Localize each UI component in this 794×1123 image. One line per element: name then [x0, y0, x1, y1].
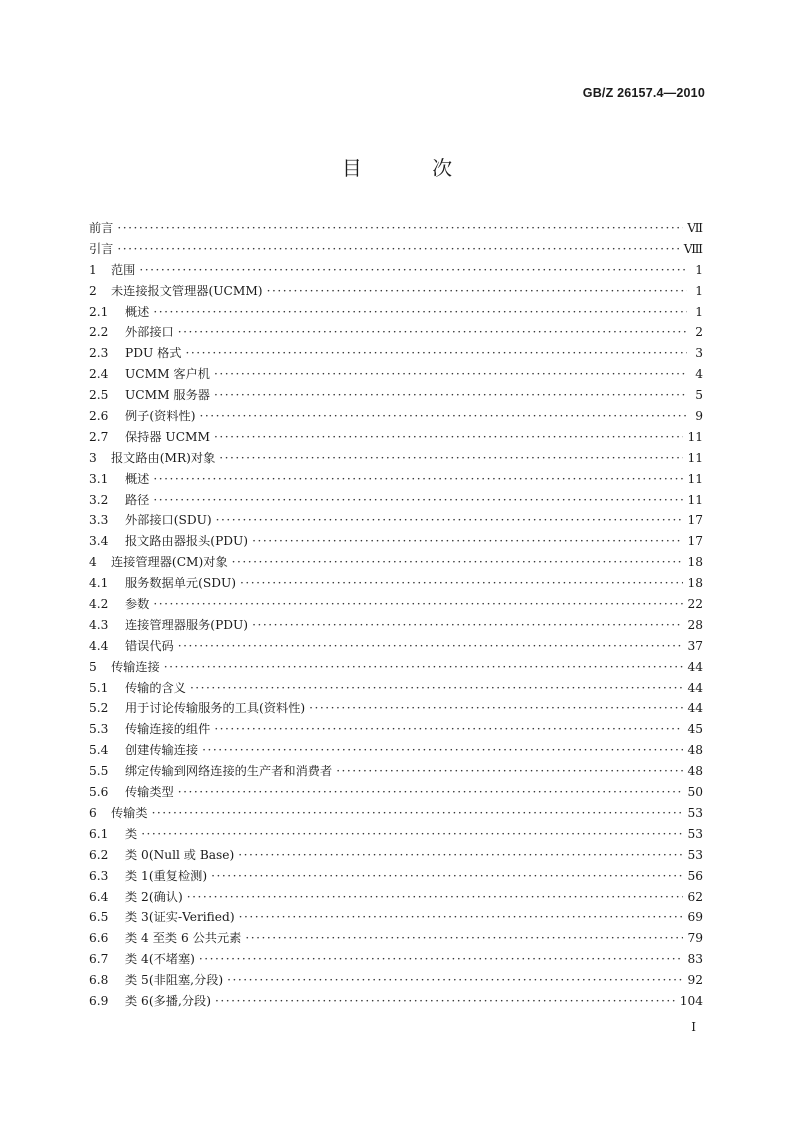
- toc-entry-title: 类: [125, 826, 138, 841]
- toc-entry[interactable]: [89, 720, 703, 741]
- toc-entry-number: 2.5: [89, 388, 109, 403]
- toc-entry-page: 9: [695, 409, 703, 424]
- toc-entry-page: 53: [687, 847, 703, 862]
- toc-entry-title: 创建传输连接: [125, 743, 199, 758]
- toc-entry-title: 类 5(非阻塞,分段): [125, 973, 224, 988]
- toc-entry-title: 服务数据单元(SDU): [125, 576, 237, 591]
- toc-entry-number: 5.3: [89, 722, 109, 737]
- toc-leader-dots: [153, 472, 683, 486]
- toc-entry-title: 例子(资料性): [125, 409, 196, 424]
- toc-leader-dots: [267, 284, 687, 298]
- toc-entry-number: 6.9: [89, 993, 109, 1008]
- toc-leader-dots: [215, 994, 676, 1008]
- toc-entry-page: 50: [687, 785, 703, 800]
- toc-entry-number: 2.4: [89, 367, 109, 382]
- toc-leader-dots: [139, 263, 687, 277]
- toc-entry-number: 6.5: [89, 910, 109, 925]
- toc-entry-title: 类 3(证实-Verified): [125, 910, 235, 925]
- toc-entry[interactable]: [89, 491, 703, 512]
- toc-leader-dots: [153, 305, 687, 319]
- toc-entry-number: 2: [89, 283, 97, 298]
- toc-entry[interactable]: [89, 616, 703, 637]
- toc-entry-title: 类 4(不堵塞): [125, 952, 195, 967]
- toc-entry-page: 18: [687, 555, 703, 570]
- toc-leader-dots: [187, 890, 684, 904]
- toc-entry-number: 2.7: [89, 429, 109, 444]
- toc-entry-number: 4: [89, 555, 97, 570]
- toc-entry-page: Ⅶ: [687, 221, 703, 235]
- toc-leader-dots: [309, 701, 683, 715]
- toc-entry[interactable]: [89, 386, 703, 407]
- toc-entry-title: 用于讨论传输服务的工具(资料性): [125, 701, 306, 716]
- toc-entry-title: 前言: [89, 221, 114, 235]
- toc-entry-number: 6.7: [89, 952, 109, 967]
- toc-entry-page: 17: [687, 534, 703, 549]
- toc-entry-page: 3: [695, 346, 703, 361]
- toc-entry-title: 概述: [125, 304, 150, 319]
- toc-entry-page: 69: [687, 910, 703, 925]
- toc-leader-dots: [238, 848, 683, 862]
- toc-entry[interactable]: [89, 846, 703, 867]
- toc-entry-title: 引言: [89, 241, 114, 256]
- toc-entry-number: 4.3: [89, 617, 109, 632]
- toc-entry[interactable]: [89, 595, 703, 616]
- toc-entry-number: 5.4: [89, 743, 109, 758]
- toc-entry-title: 范围: [111, 262, 136, 277]
- toc-entry[interactable]: [89, 428, 703, 449]
- toc-entry-number: 5: [89, 659, 97, 674]
- toc-entry-title: 类 0(Null 或 Base): [125, 847, 235, 862]
- toc-entry-page: 83: [687, 952, 703, 967]
- toc-entry[interactable]: [89, 825, 703, 846]
- toc-leader-dots: [153, 597, 683, 611]
- toc-entry-title: 绑定传输到网络连接的生产者和消费者: [125, 764, 333, 779]
- toc-entry[interactable]: [89, 699, 703, 720]
- toc-entry-page: 11: [687, 429, 703, 444]
- toc-entry[interactable]: [89, 741, 703, 762]
- toc-leader-dots: [164, 660, 684, 674]
- toc-entry-title: UCMM 服务器: [125, 388, 210, 403]
- toc-entry-page: 104: [679, 993, 703, 1008]
- toc-entry-title: 报文路由(MR)对象: [111, 450, 216, 465]
- toc-leader-dots: [239, 910, 684, 924]
- toc-leader-dots: [117, 242, 679, 256]
- toc-leader-dots: [214, 430, 683, 444]
- toc-entry-number: 6: [89, 805, 97, 820]
- toc-entry[interactable]: [89, 637, 703, 658]
- toc-entry-number: 3.1: [89, 471, 109, 486]
- toc-leader-dots: [153, 493, 683, 507]
- toc-entry[interactable]: [89, 971, 703, 992]
- toc-leader-dots: [178, 325, 687, 339]
- toc-entry-page: 45: [687, 722, 703, 737]
- toc-leader-dots: [252, 534, 683, 548]
- toc-entry-title: 传输的含义: [125, 680, 186, 695]
- toc-entry-title: 类 4 至类 6 公共元素: [125, 931, 242, 946]
- toc-leader-dots: [199, 952, 684, 966]
- toc-entry-page: 17: [687, 513, 703, 528]
- toc-entry-number: 3.3: [89, 513, 109, 528]
- toc-entry-page: 22: [687, 597, 703, 612]
- toc-leader-dots: [178, 785, 684, 799]
- toc-entry[interactable]: [89, 449, 703, 470]
- toc-leader-dots: [219, 451, 683, 465]
- toc-leader-dots: [152, 806, 684, 820]
- toc-entry-number: 6.8: [89, 973, 109, 988]
- toc-leader-dots: [199, 409, 687, 423]
- toc-leader-dots: [227, 973, 683, 987]
- toc-entry-number: 3.2: [89, 492, 109, 507]
- toc-entry-number: 4.1: [89, 576, 109, 591]
- toc-entry[interactable]: [89, 950, 703, 971]
- toc-entry-page: 18: [687, 576, 703, 591]
- page-number: Ⅰ: [691, 1020, 696, 1034]
- toc-entry-number: 3: [89, 450, 97, 465]
- toc-leader-dots: [190, 681, 684, 695]
- page-title: 目 次: [341, 156, 485, 180]
- toc-entry[interactable]: [89, 762, 703, 783]
- toc-entry-number: 2.3: [89, 346, 109, 361]
- toc-entry-number: 5.2: [89, 701, 109, 716]
- toc-entry-page: 4: [695, 367, 703, 382]
- toc-entry[interactable]: [89, 679, 703, 700]
- toc-entry[interactable]: [89, 470, 703, 491]
- toc-entry-page: 11: [687, 450, 703, 465]
- toc-entry-title: 传输类型: [125, 785, 174, 800]
- toc-entry-title: 未连接报文管理器(UCMM): [111, 283, 263, 298]
- toc-entry-number: 5.1: [89, 680, 109, 695]
- toc-entry-title: 连接管理器(CM)对象: [111, 555, 228, 570]
- toc-entry-title: 参数: [125, 597, 150, 612]
- toc-leader-dots: [245, 931, 683, 945]
- toc-entry[interactable]: [89, 658, 703, 679]
- toc-leader-dots: [211, 869, 683, 883]
- toc-entry[interactable]: [89, 344, 703, 365]
- toc-entry-number: 3.4: [89, 534, 109, 549]
- toc-entry-title: 路径: [125, 492, 150, 507]
- toc-leader-dots: [141, 827, 683, 841]
- toc-entry[interactable]: [89, 783, 703, 804]
- toc-entry[interactable]: [89, 532, 703, 553]
- toc-entry-title: 外部接口(SDU): [125, 513, 212, 528]
- toc-entry-page: 44: [687, 659, 703, 674]
- toc-entry-number: 6.6: [89, 931, 109, 946]
- toc-entry-page: 2: [695, 325, 703, 340]
- toc-leader-dots: [117, 221, 683, 235]
- toc-entry-title: 外部接口: [125, 325, 174, 340]
- toc-entry[interactable]: [89, 867, 703, 888]
- toc-entry-number: 4.2: [89, 597, 109, 612]
- toc-leader-dots: [336, 764, 683, 778]
- toc-leader-dots: [232, 555, 684, 569]
- toc-leader-dots: [214, 388, 687, 402]
- toc-entry-title: 类 2(确认): [125, 889, 183, 904]
- toc-entry[interactable]: [89, 219, 703, 240]
- toc-leader-dots: [186, 346, 688, 360]
- toc-entry-page: 1: [695, 304, 703, 319]
- toc-entry-number: 6.1: [89, 826, 109, 841]
- toc-entry-title: 类 1(重复检测): [125, 868, 208, 883]
- toc-entry[interactable]: [89, 908, 703, 929]
- toc-entry-title: 传输连接: [111, 659, 160, 674]
- toc-entry[interactable]: [89, 261, 703, 282]
- toc-entry-number: 4.4: [89, 638, 109, 653]
- toc-leader-dots: [214, 722, 683, 736]
- toc-entry-title: 连接管理器服务(PDU): [125, 617, 249, 632]
- standard-code: GB/Z 26157.4—2010: [582, 86, 705, 100]
- toc-entry[interactable]: [89, 553, 703, 574]
- toc-entry-number: 6.4: [89, 889, 109, 904]
- toc-entry-title: 类 6(多播,分段): [125, 993, 211, 1008]
- toc-entry[interactable]: [89, 992, 703, 1013]
- toc-entry[interactable]: [89, 303, 703, 324]
- toc-entry[interactable]: [89, 804, 703, 825]
- toc-entry-page: 79: [687, 931, 703, 946]
- toc-entry-page: 28: [687, 617, 703, 632]
- toc-entry-page: 92: [687, 973, 703, 988]
- toc-entry-page: 11: [687, 492, 703, 507]
- toc-entry-page: Ⅷ: [683, 241, 703, 256]
- toc-entry[interactable]: [89, 407, 703, 428]
- toc-entry[interactable]: [89, 365, 703, 386]
- toc-entry[interactable]: [89, 888, 703, 909]
- toc-entry-page: 11: [687, 471, 703, 486]
- toc-entry-page: 44: [687, 701, 703, 716]
- toc-entry[interactable]: [89, 282, 703, 303]
- toc-entry-page: 1: [695, 262, 703, 277]
- toc-leader-dots: [178, 639, 684, 653]
- toc-entry-number: 2.1: [89, 304, 109, 319]
- table-of-contents: [89, 219, 703, 1013]
- toc-entry[interactable]: [89, 574, 703, 595]
- toc-entry-title: 传输连接的组件: [125, 722, 211, 737]
- toc-entry-page: 62: [687, 889, 703, 904]
- toc-entry-number: 6.2: [89, 847, 109, 862]
- toc-entry-number: 6.3: [89, 868, 109, 883]
- toc-entry-page: 44: [687, 680, 703, 695]
- toc-entry-number: 1: [89, 262, 97, 277]
- toc-leader-dots: [252, 618, 683, 632]
- toc-entry-page: 53: [687, 826, 703, 841]
- toc-entry-page: 1: [695, 283, 703, 298]
- toc-entry-page: 53: [687, 805, 703, 820]
- toc-entry-number: 5.6: [89, 785, 109, 800]
- toc-entry-page: 5: [695, 388, 703, 403]
- toc-entry-page: 48: [687, 764, 703, 779]
- toc-entry-title: 传输类: [111, 805, 148, 820]
- toc-leader-dots: [214, 367, 687, 381]
- toc-entry-page: 56: [687, 868, 703, 883]
- toc-entry-number: 2.6: [89, 409, 109, 424]
- toc-entry[interactable]: [89, 929, 703, 950]
- toc-leader-dots: [240, 576, 683, 590]
- toc-entry-page: 48: [687, 743, 703, 758]
- toc-entry-title: UCMM 客户机: [125, 367, 210, 382]
- toc-entry-title: 概述: [125, 471, 150, 486]
- toc-entry[interactable]: [89, 511, 703, 532]
- toc-entry-title: 报文路由器报头(PDU): [125, 534, 249, 549]
- toc-leader-dots: [216, 513, 684, 527]
- toc-entry-page: 37: [687, 638, 703, 653]
- toc-leader-dots: [202, 743, 683, 757]
- toc-entry[interactable]: [89, 323, 703, 344]
- toc-entry[interactable]: [89, 240, 703, 261]
- toc-entry-title: 保持器 UCMM: [125, 429, 210, 444]
- toc-entry-title: 错误代码: [125, 638, 174, 653]
- toc-entry-number: 5.5: [89, 764, 109, 779]
- toc-entry-title: PDU 格式: [125, 346, 182, 361]
- toc-entry-number: 2.2: [89, 325, 109, 340]
